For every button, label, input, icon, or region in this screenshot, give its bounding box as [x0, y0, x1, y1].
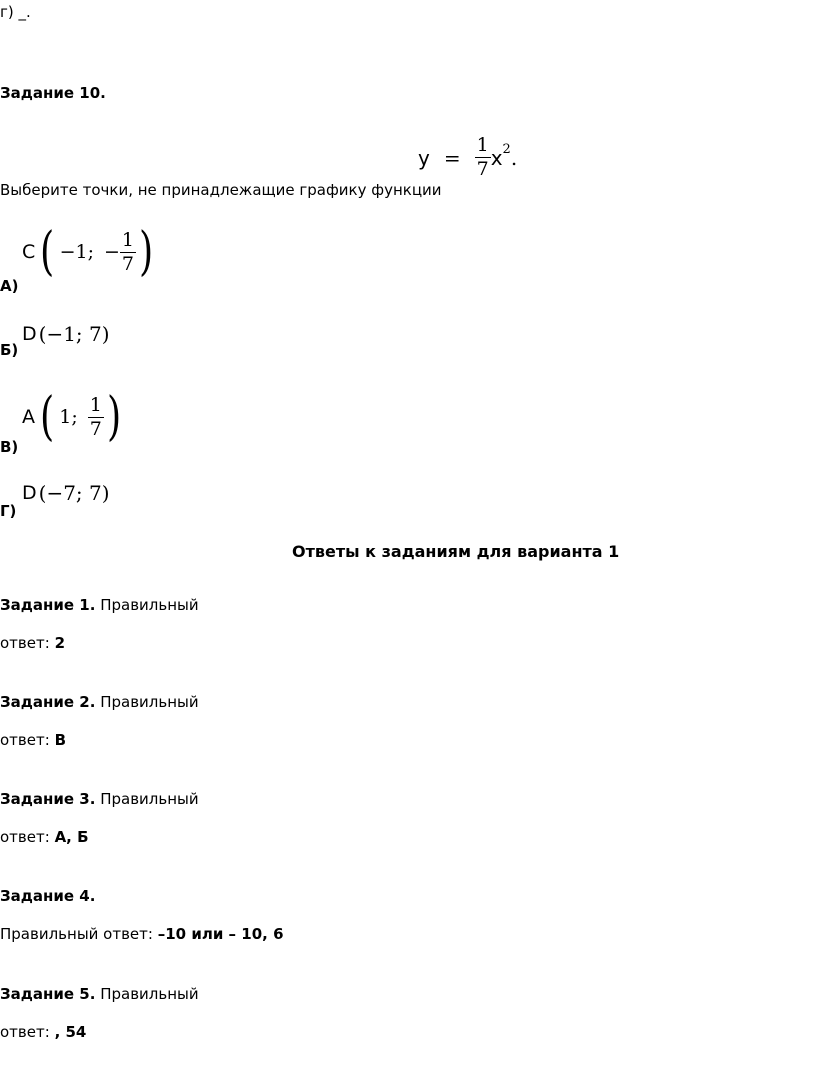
option-d-coords: (−7; 7): [38, 481, 110, 505]
formula-num: 1: [476, 134, 489, 156]
formula-end: .: [510, 145, 518, 170]
task10-title: Задание 10.: [0, 84, 106, 102]
answer-2-line1: [0, 693, 199, 711]
answer-3-task: Задание 3.: [0, 790, 96, 808]
option-b-point: [22, 322, 110, 346]
answer-4-task: Задание 4.: [0, 887, 96, 905]
answer-2-prefix: ответ:: [0, 731, 50, 749]
option-b-label: Б): [0, 341, 19, 359]
answer-5-prefix: ответ:: [0, 1023, 50, 1041]
option-b-coords: (−1; 7): [38, 322, 110, 346]
answer-1-line2: [0, 634, 65, 652]
option-a-letter: C: [22, 241, 36, 263]
formula-lhs: y: [418, 145, 430, 170]
option-a-den: 7: [121, 252, 135, 275]
task10-question: Выберите точки, не принадлежащие графику функции: [0, 181, 442, 199]
answer-3-line1: [0, 790, 199, 808]
option-a-x: −1;: [59, 241, 94, 263]
option-a-num: 1: [121, 228, 135, 251]
option-c-label: В): [0, 438, 19, 456]
option-a-sign: −: [104, 241, 120, 263]
answer-3-line2: [0, 828, 89, 846]
option-c-point: A ( 1; $\frac{1}{7}$ ): [22, 387, 122, 447]
top-line: г) _.: [0, 3, 31, 21]
answer-3-value: А, Б: [54, 828, 89, 846]
formula-den: 7: [476, 158, 489, 180]
option-a-label: А): [0, 277, 19, 295]
option-b-letter: D: [22, 323, 37, 345]
formula-eq: =: [443, 145, 461, 170]
formula-exp: 2: [502, 142, 511, 157]
option-d-label: Г): [0, 502, 17, 520]
option-a-point: C ( −1; − $\frac{1}{7}$ ): [22, 222, 154, 282]
answer-5-value: , 54: [54, 1023, 87, 1041]
answer-3-prefix: ответ:: [0, 828, 50, 846]
option-c-letter: A: [22, 406, 35, 428]
answer-2-line2: [0, 731, 66, 749]
function-formula: [418, 136, 517, 179]
formula-var: x: [490, 145, 503, 170]
answer-2-value: В: [54, 731, 66, 749]
answer-1-value: 2: [54, 634, 65, 652]
answer-2-task: Задание 2.: [0, 693, 96, 711]
answer-1-prefix: ответ:: [0, 634, 50, 652]
answer-1-line1: [0, 596, 199, 614]
option-c-num: 1: [89, 393, 102, 416]
option-d-point: [22, 481, 110, 505]
answer-1-task: Задание 1.: [0, 596, 96, 614]
option-c-fraction: [88, 393, 104, 440]
option-c-x: 1;: [59, 406, 78, 428]
answer-4-prefix: Правильный ответ:: [0, 925, 153, 943]
answer-5-line2: [0, 1023, 86, 1041]
answer-5-task: Задание 5.: [0, 985, 96, 1003]
answer-2-text: Правильный: [100, 693, 199, 711]
answer-4-value: –10 или – 10, 6: [157, 925, 284, 943]
answer-1-text: Правильный: [100, 596, 199, 614]
option-a-fraction: [120, 228, 136, 275]
option-c-den: 7: [89, 417, 102, 440]
answers-heading: Ответы к заданиям для варианта 1: [292, 542, 620, 561]
answer-4-line2: [0, 925, 284, 943]
option-d-letter: D: [22, 482, 37, 504]
answer-5-line1: [0, 985, 199, 1003]
answer-3-text: Правильный: [100, 790, 199, 808]
answer-5-text: Правильный: [100, 985, 199, 1003]
formula-fraction: [475, 136, 491, 179]
